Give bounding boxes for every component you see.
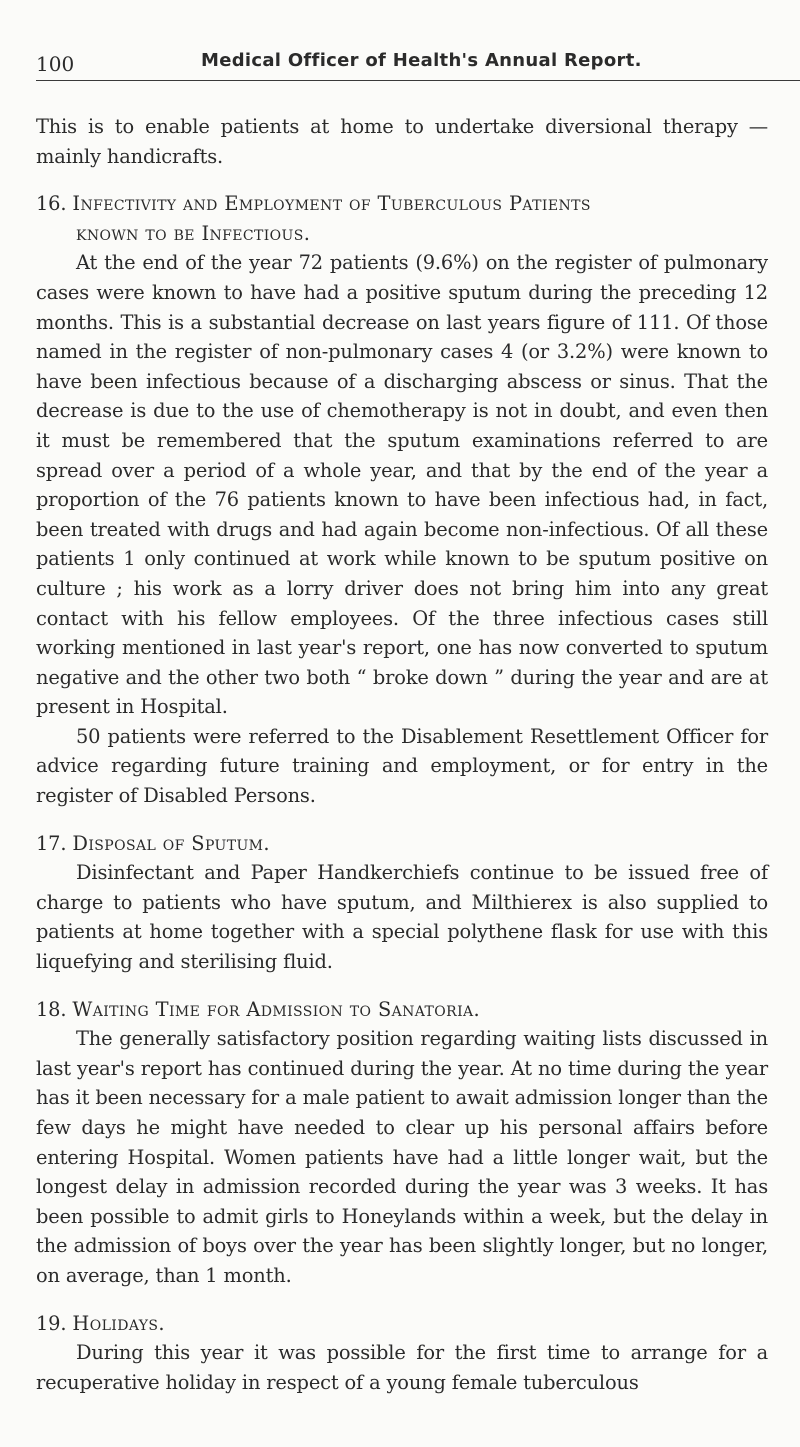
section-18-number: 18.	[36, 997, 67, 1021]
section-18-paragraph-1: The generally satisfactory position regarding waiting lists discussed in last year's report has continued during the year. At no time during the year has it been necessary for a male patient to await admission longer than the few days he might have needed to clear up his personal affairs before entering Hospital. Women patients have had a little longer wait, but the longest delay in admission recorded during the year was 3 weeks. It has been possible to admit girls to Honeylands within a week, but the delay in the admission of boys over the year has been slightly longer, but no longer, on average, than 1 month.	[36, 1027, 768, 1287]
section-18-heading	[36, 995, 768, 1025]
intro-paragraph: This is to enable patients at home to undertake diversional therapy —mainly handicrafts.	[36, 115, 768, 168]
page-header	[36, 50, 800, 81]
section-19-paragraph-1: During this year it was possible for the first time to arrange for a recuperative holiday in respect of a young female tuberculous	[36, 1341, 768, 1394]
page-number: 100	[36, 52, 75, 76]
section-16-paragraph-1: At the end of the year 72 patients (9.6%) on the register of pulmonary cases were known to have had a positive sputum during the preceding 12 months. This is a substantial decrease on last years figure of 111. Of those named in the register of non-pulmonary cases 4 (or 3.2%) were known to have been infectious because of a discharging abscess or sinus. That the decrease is due to the use of chemotherapy is not in doubt, and even then it must be remembered that the sputum examinations referred to are spread over a period of a whole year, and that by the end of the year a proportion of the 76 patients known to have been infectious had, in fact, been treated with drugs and had again become non-infectious. Of all these patients 1 only continued at work while known to be sputum positive on culture ; his work as a lorry driver does not bring him into any great contact with his fellow employees. Of the three infectious cases still working mentioned in last year's report, one has now converted to sputum negative and the other two both “ broke down ” during the year and are at present in Hospital.	[36, 251, 768, 719]
section-16-title-cont: known to be Infectious.	[76, 221, 311, 245]
section-17-title: Disposal of Sputum.	[72, 831, 270, 855]
section-18-title: Waiting Time for Admission to Sanatoria.	[72, 997, 481, 1021]
section-17-heading	[36, 829, 768, 859]
section-17-paragraph-1: Disinfectant and Paper Handkerchiefs continue to be issued free of charge to patients who have sputum, and Milthierex is also supplied to patients at home together with a special polythene flask for use with this liquefying and sterilising fluid.	[36, 861, 768, 974]
section-19-title: Holidays.	[72, 1311, 165, 1335]
section-17-number: 17.	[36, 831, 67, 855]
section-16-heading	[36, 189, 768, 248]
body-text	[36, 112, 768, 1397]
section-19-number: 19.	[36, 1311, 67, 1335]
section-19-heading	[36, 1309, 768, 1339]
section-16-title: Infectivity and Employment of Tuberculous Patients	[72, 192, 591, 216]
section-16-number: 16.	[36, 192, 67, 216]
section-16-paragraph-2: 50 patients were referred to the Disablement Resettlement Officer for advice regarding future training and employment, or for entry in the register of Disabled Persons.	[36, 724, 768, 808]
running-title: Medical Officer of Health's Annual Report.	[201, 50, 642, 71]
